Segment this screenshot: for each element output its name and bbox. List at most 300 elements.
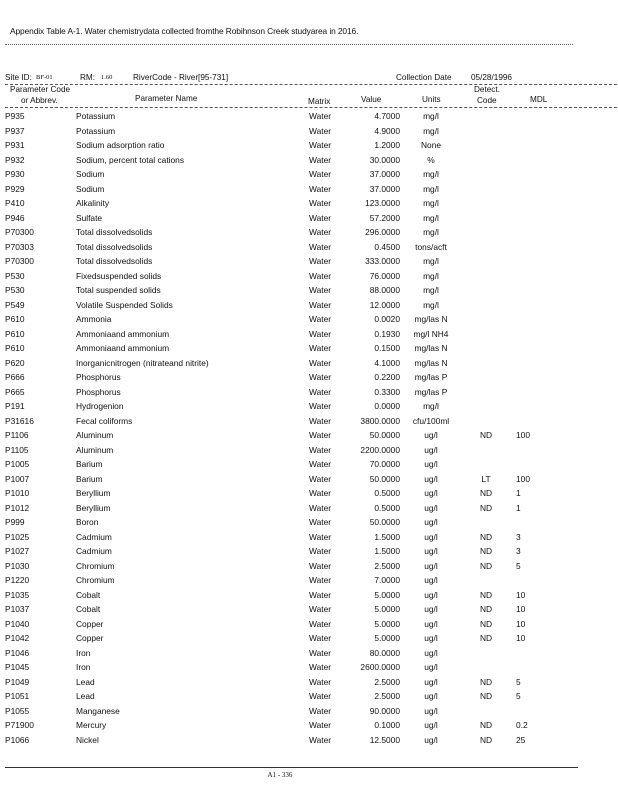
param-name-cell: Cadmium (76, 531, 112, 542)
param-code-cell: P1106 (5, 430, 29, 440)
param-code-cell: P931 (5, 140, 25, 150)
matrix-cell: Water (309, 241, 332, 252)
table-row (0, 196, 618, 211)
detect-code-cell: ND (479, 676, 493, 687)
table-row (0, 443, 618, 458)
param-code-cell: P932 (5, 154, 25, 165)
units-cell: ug/l (424, 691, 438, 701)
param-name-cell: Cobalt (76, 589, 101, 600)
table-row (0, 153, 618, 168)
param-code-cell: P610 (5, 343, 25, 353)
matrix-cell: Water (309, 314, 332, 324)
units-cell: cfu/100ml (412, 415, 450, 426)
value-cell: 0.5000 (374, 502, 400, 513)
units-cell: ug/l (424, 676, 438, 687)
matrix-cell: Water (309, 154, 332, 165)
matrix-cell: Water (309, 444, 332, 455)
units-cell: mg/l (423, 227, 439, 237)
param-code-cell: P1007 (5, 473, 30, 484)
river-code: RiverCode - River[95-731] (133, 73, 229, 82)
matrix-cell: Water (309, 372, 332, 382)
param-name-cell: Sulfate (76, 212, 103, 223)
matrix-cell: Water (309, 343, 332, 353)
param-code-cell: P1046 (5, 647, 30, 658)
param-code-cell: P1012 (5, 502, 30, 513)
param-name-cell: Total dissolvedsolids (76, 241, 153, 252)
detect-code-cell: ND (479, 691, 493, 701)
detect-code-cell: ND (479, 560, 493, 571)
matrix-cell: Water (309, 299, 332, 310)
table-row (0, 269, 618, 284)
header-matrix: Matrix (308, 97, 331, 106)
table-row (0, 559, 618, 574)
param-code-cell: P929 (5, 183, 25, 194)
table-row (0, 370, 618, 385)
param-name-cell: Total dissolvedsolids (76, 256, 153, 266)
matrix-cell: Water (309, 488, 332, 498)
units-cell: ug/l (424, 633, 438, 643)
param-code-cell: P610 (5, 314, 25, 324)
units-cell: mg/l (423, 183, 439, 194)
param-code-cell: P1040 (5, 618, 30, 629)
units-cell: ug/l (424, 647, 438, 658)
mdl-cell: 100 (516, 430, 530, 440)
data-table (0, 109, 618, 747)
detect-code-cell: LT (481, 473, 491, 484)
matrix-cell: Water (309, 212, 332, 223)
table-row (0, 211, 618, 226)
value-cell: 70.0000 (369, 459, 400, 469)
units-cell: mg/l (423, 299, 439, 310)
title-divider (5, 44, 573, 45)
page-number: A1 - 336 (267, 771, 293, 779)
mdl-cell: 0.2 (516, 720, 528, 730)
param-name-cell: Sodium (76, 169, 105, 179)
table-row (0, 602, 618, 617)
header-value: Value (361, 95, 382, 104)
param-name-cell: Inorganicnitrogen (nitrateand nitrite) (76, 357, 209, 368)
matrix-cell: Water (309, 198, 332, 208)
param-name-cell: Chromium (76, 575, 115, 585)
value-cell: 88.0000 (369, 285, 400, 295)
value-cell: 76.0000 (369, 270, 400, 281)
value-cell: 0.2200 (374, 372, 400, 382)
param-name-cell: Sodium (76, 183, 105, 194)
param-code-cell: P70300 (5, 256, 34, 266)
mdl-cell: 1 (516, 502, 521, 513)
mdl-cell: 3 (516, 531, 521, 542)
units-cell: mg/l (423, 169, 439, 179)
param-code-cell: P549 (5, 299, 25, 310)
param-name-cell: Barium (76, 473, 103, 484)
table-row (0, 109, 618, 124)
matrix-cell: Water (309, 357, 332, 368)
matrix-cell: Water (309, 270, 332, 281)
units-cell: ug/l (424, 444, 438, 455)
matrix-cell: Water (309, 183, 332, 194)
units-cell: None (420, 140, 442, 150)
table-row (0, 646, 618, 661)
param-code-cell: P31616 (5, 415, 34, 426)
param-code-cell: P937 (5, 125, 25, 136)
table-row (0, 385, 618, 400)
value-cell: 1.5000 (374, 531, 400, 542)
value-cell: 50.0000 (369, 473, 400, 484)
matrix-cell: Water (309, 734, 332, 745)
matrix-cell: Water (309, 662, 332, 672)
units-cell: ug/l (424, 517, 438, 527)
table-row (0, 486, 618, 501)
param-code-cell: P665 (5, 386, 25, 397)
param-name-cell: Ammoniaand ammonium (76, 328, 170, 339)
matrix-cell: Water (309, 705, 332, 716)
matrix-cell: Water (309, 604, 332, 614)
units-cell: mg/l (423, 285, 439, 295)
table-row (0, 124, 618, 139)
value-cell: 123.0000 (365, 198, 400, 208)
param-name-cell: Chromium (76, 560, 115, 571)
table-row (0, 254, 618, 269)
matrix-cell: Water (309, 386, 332, 397)
param-name-cell: Potassium (76, 125, 116, 136)
table-row (0, 356, 618, 371)
detect-code-cell: ND (479, 488, 493, 498)
value-cell: 4.9000 (374, 125, 400, 136)
header-detect: Detect. (474, 85, 500, 94)
header-divider (5, 107, 617, 108)
matrix-cell: Water (309, 546, 332, 556)
param-name-cell: Manganese (76, 705, 120, 716)
units-cell: ug/l (424, 618, 438, 629)
matrix-cell: Water (309, 140, 332, 150)
table-row (0, 718, 618, 733)
units-cell: ug/l (424, 589, 438, 600)
matrix-cell: Water (309, 517, 332, 527)
rm-label: RM: (80, 73, 96, 82)
units-cell: ug/l (424, 604, 438, 614)
table-row (0, 414, 618, 429)
matrix-cell: Water (309, 691, 332, 701)
value-cell: 80.0000 (369, 647, 400, 658)
table-row (0, 660, 618, 675)
units-cell: mg/l (423, 111, 439, 121)
value-cell: 12.5000 (369, 734, 400, 745)
matrix-cell: Water (309, 502, 332, 513)
detect-code-cell: ND (479, 546, 493, 556)
param-name-cell: Potassium (76, 111, 116, 121)
table-row (0, 689, 618, 704)
units-cell: ug/l (424, 502, 438, 513)
param-code-cell: P1045 (5, 662, 30, 672)
table-row (0, 530, 618, 545)
matrix-cell: Water (309, 430, 332, 440)
units-cell: mg/l (423, 125, 439, 136)
table-row (0, 138, 618, 153)
param-name-cell: Lead (76, 676, 95, 687)
matrix-cell: Water (309, 618, 332, 629)
param-name-cell: Total suspended solids (76, 285, 161, 295)
param-name-cell: Beryllium (76, 502, 111, 513)
units-cell: mg/l (423, 401, 439, 411)
value-cell: 12.0000 (369, 299, 400, 310)
table-row (0, 675, 618, 690)
site-id-value: BF-01 (36, 74, 53, 81)
param-name-cell: Copper (76, 618, 104, 629)
mdl-cell: 1 (516, 488, 521, 498)
param-name-cell: Iron (76, 662, 91, 672)
value-cell: 5.0000 (374, 633, 400, 643)
value-cell: 296.0000 (365, 227, 400, 237)
table-row (0, 573, 618, 588)
param-code-cell: P1025 (5, 531, 30, 542)
matrix-cell: Water (309, 328, 332, 339)
units-cell: mg/las P (414, 386, 448, 397)
param-code-cell: P1035 (5, 589, 30, 600)
table-row (0, 298, 618, 313)
table-row (0, 182, 618, 197)
mdl-cell: 25 (516, 734, 526, 745)
units-cell: ug/l (424, 560, 438, 571)
param-code-cell: P1049 (5, 676, 30, 687)
param-code-cell: P620 (5, 357, 25, 368)
param-code-cell: P1051 (5, 691, 30, 701)
detect-code-cell: ND (479, 618, 493, 629)
param-name-cell: Total dissolvedsolids (76, 227, 153, 237)
table-title: Appendix Table A-1. Water chemistrydata collected fromthe Robihnson Creek studyarea in 2016. (10, 26, 359, 36)
param-code-cell: P1105 (5, 444, 29, 455)
table-row (0, 544, 618, 559)
mdl-cell: 10 (516, 604, 526, 614)
param-name-cell: Phosphorus (76, 372, 121, 382)
value-cell: 1.2000 (374, 140, 400, 150)
units-cell: mg/las P (414, 372, 448, 382)
header-param-abbrev: or Abbrev. (21, 96, 58, 105)
mdl-cell: 100 (516, 473, 530, 484)
table-row (0, 617, 618, 632)
param-name-cell: Fecal coliforms (76, 415, 133, 426)
matrix-cell: Water (309, 647, 332, 658)
param-name-cell: Lead (76, 691, 95, 701)
value-cell: 2.5000 (374, 691, 400, 701)
param-name-cell: Volatile Suspended Solids (76, 299, 173, 310)
value-cell: 333.0000 (365, 256, 400, 266)
table-row (0, 472, 618, 487)
value-cell: 0.1930 (374, 328, 400, 339)
mdl-cell: 5 (516, 676, 521, 687)
header-units: Units (422, 95, 441, 104)
rm-value: 1.60 (101, 74, 113, 81)
value-cell: 0.4500 (374, 241, 400, 252)
matrix-cell: Water (309, 227, 332, 237)
table-row (0, 283, 618, 298)
param-name-cell: Aluminum (76, 444, 114, 455)
matrix-cell: Water (309, 125, 332, 136)
units-cell: ug/l (424, 473, 438, 484)
header-detect-code: Code (477, 96, 497, 105)
table-row (0, 457, 618, 472)
matrix-cell: Water (309, 560, 332, 571)
param-code-cell: P1042 (5, 633, 30, 643)
param-name-cell: Hydrogenion (76, 401, 124, 411)
param-name-cell: Mercury (76, 720, 107, 730)
param-code-cell: P410 (5, 198, 25, 208)
units-cell: ug/l (424, 488, 438, 498)
matrix-cell: Water (309, 633, 332, 643)
param-code-cell: P999 (5, 517, 25, 527)
header-param-code: Parameter Code (10, 85, 71, 94)
param-name-cell: Alkalinity (76, 198, 110, 208)
value-cell: 3800.0000 (360, 415, 400, 426)
table-row (0, 515, 618, 530)
detect-code-cell: ND (479, 430, 493, 440)
value-cell: 0.3300 (374, 386, 400, 397)
matrix-cell: Water (309, 459, 332, 469)
param-name-cell: Nickel (76, 734, 99, 745)
value-cell: 5.0000 (374, 589, 400, 600)
param-code-cell: P530 (5, 285, 25, 295)
param-code-cell: P70300 (5, 227, 34, 237)
value-cell: 50.0000 (369, 430, 400, 440)
detect-code-cell: ND (479, 589, 493, 600)
param-code-cell: P610 (5, 328, 25, 339)
value-cell: 0.5000 (374, 488, 400, 498)
detect-code-cell: ND (479, 734, 493, 745)
param-name-cell: Beryllium (76, 488, 111, 498)
param-code-cell: P1037 (5, 604, 30, 614)
value-cell: 0.1500 (374, 343, 400, 353)
mdl-cell: 5 (516, 691, 521, 701)
value-cell: 2.5000 (374, 676, 400, 687)
value-cell: 37.0000 (369, 169, 400, 179)
units-cell: tons/acft (415, 241, 447, 252)
table-row (0, 327, 618, 342)
value-cell: 4.7000 (374, 111, 400, 121)
value-cell: 2.5000 (374, 560, 400, 571)
matrix-cell: Water (309, 256, 332, 266)
param-code-cell: P1066 (5, 734, 30, 745)
footer-divider (5, 767, 578, 768)
table-row (0, 341, 618, 356)
value-cell: 2600.0000 (360, 662, 400, 672)
mdl-cell: 5 (516, 560, 521, 571)
matrix-cell: Water (309, 589, 332, 600)
units-cell: mg/l (423, 212, 439, 223)
param-code-cell: P1005 (5, 459, 30, 469)
matrix-cell: Water (309, 415, 332, 426)
matrix-cell: Water (309, 401, 332, 411)
units-cell: ug/l (424, 720, 438, 730)
table-row (0, 312, 618, 327)
table-row (0, 428, 618, 443)
value-cell: 2200.0000 (360, 444, 400, 455)
collection-date-value: 05/28/1996 (471, 73, 512, 82)
value-cell: 0.1000 (374, 720, 400, 730)
param-name-cell: Phosphorus (76, 386, 121, 397)
collection-date-label: Collection Date (396, 73, 452, 82)
table-row (0, 704, 618, 719)
value-cell: 50.0000 (369, 517, 400, 527)
param-name-cell: Sodium, percent total cations (76, 154, 185, 165)
param-name-cell: Fixedsuspended solids (76, 270, 162, 281)
matrix-cell: Water (309, 169, 332, 179)
detect-code-cell: ND (479, 531, 493, 542)
matrix-cell: Water (309, 575, 332, 585)
header-mdl: MDL (530, 95, 548, 104)
value-cell: 90.0000 (369, 705, 400, 716)
units-cell: ug/l (424, 531, 438, 542)
units-cell: ug/l (424, 575, 438, 585)
value-cell: 7.0000 (374, 575, 400, 585)
units-cell: ug/l (424, 734, 438, 745)
detect-code-cell: ND (479, 633, 493, 643)
units-cell: ug/l (424, 459, 438, 469)
table-row (0, 733, 618, 748)
matrix-cell: Water (309, 531, 332, 542)
param-code-cell: P930 (5, 169, 25, 179)
param-code-cell: P1027 (5, 546, 30, 556)
matrix-cell: Water (309, 720, 332, 730)
matrix-cell: Water (309, 473, 332, 484)
param-name-cell: Aluminum (76, 430, 114, 440)
value-cell: 5.0000 (374, 604, 400, 614)
param-name-cell: Barium (76, 459, 103, 469)
param-code-cell: P191 (5, 401, 25, 411)
param-code-cell: P946 (5, 212, 25, 223)
table-row (0, 399, 618, 414)
units-cell: ug/l (424, 546, 438, 556)
param-code-cell: P1010 (5, 488, 30, 498)
param-name-cell: Sodium adsorption ratio (76, 140, 165, 150)
param-name-cell: Cobalt (76, 604, 101, 614)
mdl-cell: 3 (516, 546, 521, 556)
param-name-cell: Cadmium (76, 546, 112, 556)
units-cell: % (427, 154, 435, 165)
units-cell: mg/las N (414, 314, 448, 324)
param-code-cell: P71900 (5, 720, 34, 730)
value-cell: 1.5000 (374, 546, 400, 556)
param-name-cell: Ammoniaand ammonium (76, 343, 170, 353)
header-param-name: Parameter Name (135, 94, 198, 103)
units-cell: mg/l NH4 (413, 328, 449, 339)
matrix-cell: Water (309, 111, 332, 121)
value-cell: 37.0000 (369, 183, 400, 194)
units-cell: ug/l (424, 662, 438, 672)
detect-code-cell: ND (479, 502, 493, 513)
units-cell: mg/las N (414, 357, 448, 368)
table-row (0, 501, 618, 516)
mdl-cell: 10 (516, 589, 526, 600)
table-row (0, 588, 618, 603)
units-cell: mg/l (423, 256, 439, 266)
param-code-cell: P1220 (5, 575, 30, 585)
units-cell: ug/l (424, 430, 438, 440)
param-code-cell: P530 (5, 270, 25, 281)
param-code-cell: P1030 (5, 560, 30, 571)
units-cell: mg/las N (414, 343, 448, 353)
table-row (0, 240, 618, 255)
value-cell: 4.1000 (374, 357, 400, 368)
param-name-cell: Ammonia (76, 314, 112, 324)
mdl-cell: 10 (516, 618, 526, 629)
matrix-cell: Water (309, 676, 332, 687)
value-cell: 0.0000 (374, 401, 400, 411)
param-name-cell: Copper (76, 633, 104, 643)
value-cell: 57.2000 (369, 212, 400, 223)
value-cell: 5.0000 (374, 618, 400, 629)
param-code-cell: P1055 (5, 705, 30, 716)
value-cell: 30.0000 (369, 154, 400, 165)
table-row (0, 167, 618, 182)
